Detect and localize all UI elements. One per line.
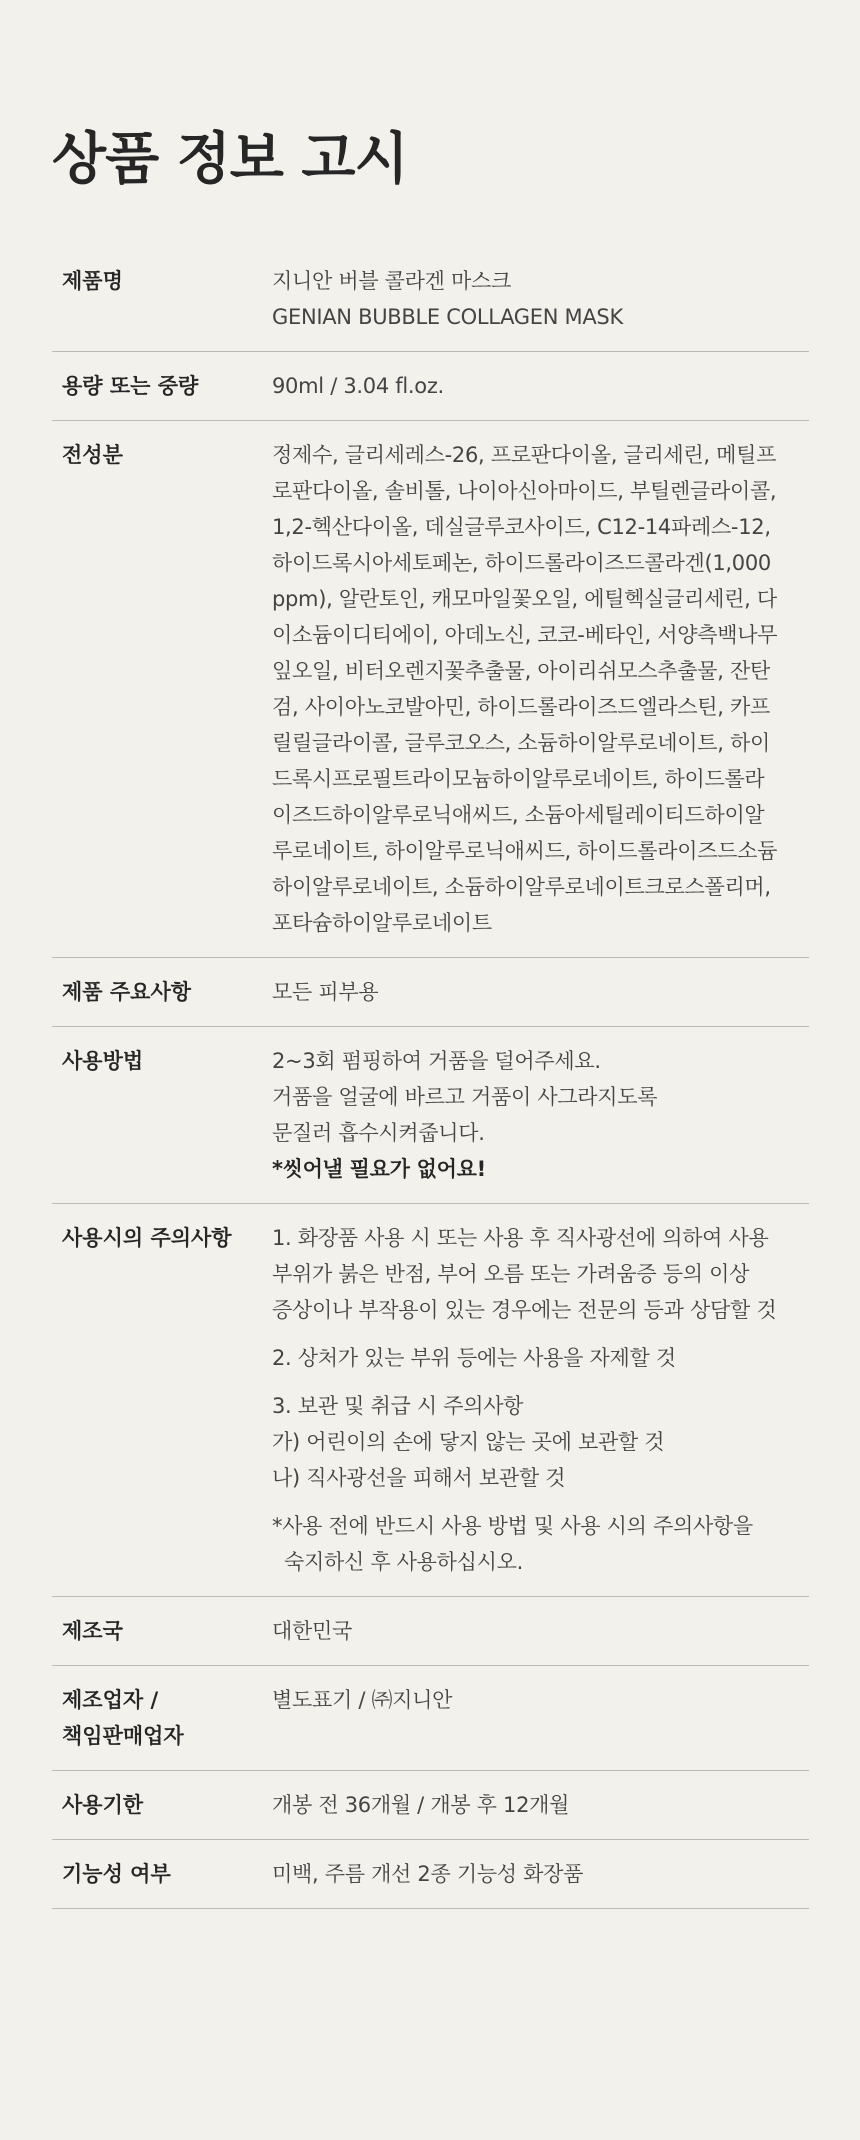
row-label: 사용시의 주의사항 [62, 1226, 232, 1250]
usage-note: *씻어낼 필요가 없어요! [272, 1157, 486, 1181]
usage-instructions [272, 1027, 809, 1204]
row-manufacturer [52, 1666, 809, 1771]
row-value [272, 247, 809, 352]
ingredient-line: 로판다이올, 솔비톨, 나이아신아마이드, 부틸렌글라이콜, [272, 479, 777, 503]
product-info-table [52, 247, 809, 1909]
caution-item-2 [272, 1340, 809, 1376]
label-line: 책임판매업자 [62, 1724, 184, 1748]
usage-line: 문질러 흡수시켜줍니다. [272, 1121, 485, 1145]
caution-line: *사용 전에 반드시 사용 방법 및 사용 시의 주의사항을 [272, 1514, 753, 1538]
row-value: 개봉 전 36개월 / 개봉 후 12개월 [272, 1793, 570, 1817]
ingredient-line: 1,2-헥산다이올, 데실글루코사이드, C12-14파레스-12, [272, 515, 771, 539]
row-value: 미백, 주름 개선 2종 기능성 화장품 [272, 1862, 584, 1886]
caution-line: 3. 보관 및 취급 시 주의사항 [272, 1394, 524, 1418]
product-name-korean: 지니안 버블 콜라겐 마스크 [272, 269, 511, 293]
row-expiry [52, 1771, 809, 1840]
row-label: 사용기한 [62, 1793, 144, 1817]
caution-line: 부위가 붉은 반점, 부어 오름 또는 가려움증 등의 이상 [272, 1262, 750, 1286]
row-label: 제조국 [62, 1619, 123, 1643]
caution-line: 1. 화장품 사용 시 또는 사용 후 직사광선에 의하여 사용 [272, 1226, 769, 1250]
ingredient-line: 하이드록시아세토페논, 하이드롤라이즈드콜라겐(1,000 [272, 551, 771, 575]
ingredient-line: 잎오일, 비터오렌지꽃추출물, 아이리쉬모스추출물, 잔탄 [272, 659, 770, 683]
row-product-name [52, 247, 809, 352]
row-value: 90ml / 3.04 fl.oz. [272, 374, 444, 398]
row-label: 기능성 여부 [62, 1862, 171, 1886]
row-value: 모든 피부용 [272, 980, 379, 1004]
row-label: 용량 또는 중량 [62, 374, 199, 398]
caution-line: 증상이나 부작용이 있는 경우에는 전문의 등과 상담할 것 [272, 1298, 777, 1322]
ingredient-line: 이즈드하이알루로닉애씨드, 소듐아세틸레이티드하이알 [272, 803, 765, 827]
ingredient-line: 루로네이트, 하이알루로닉애씨드, 하이드롤라이즈드소듐 [272, 839, 778, 863]
ingredient-line: 포타슘하이알루로네이트 [272, 911, 492, 935]
ingredient-line: ppm), 알란토인, 캐모마일꽃오일, 에틸헥실글리세린, 다 [272, 587, 777, 611]
row-value: 대한민국 [272, 1619, 352, 1643]
row-value: 별도표기 / ㈜지니안 [272, 1688, 453, 1712]
caution-text [272, 1204, 809, 1597]
row-label [52, 1666, 272, 1771]
caution-item-1 [272, 1220, 809, 1328]
caution-item-3 [272, 1388, 809, 1496]
caution-line: 가) 어린이의 손에 닿지 않는 곳에 보관할 것 [272, 1430, 665, 1454]
label-line: 제조업자 / [62, 1688, 159, 1712]
product-name-english: GENIAN BUBBLE COLLAGEN MASK [272, 305, 623, 329]
row-functional [52, 1840, 809, 1909]
row-ingredients [52, 421, 809, 958]
ingredient-line: 이소듐이디티에이, 아데노신, 코코-베타인, 서양측백나무 [272, 623, 778, 647]
row-usage [52, 1027, 809, 1204]
row-label: 전성분 [62, 443, 123, 467]
caution-line: 나) 직사광선을 피해서 보관할 것 [272, 1466, 566, 1490]
caution-footnote [272, 1508, 809, 1580]
caution-line: 2. 상처가 있는 부위 등에는 사용을 자제할 것 [272, 1346, 676, 1370]
ingredient-line: 정제수, 글리세레스-26, 프로판다이올, 글리세린, 메틸프 [272, 443, 777, 467]
row-label: 제품명 [62, 269, 123, 293]
ingredients-list [272, 421, 809, 958]
ingredient-line: 검, 사이아노코발아민, 하이드롤라이즈드엘라스틴, 카프 [272, 695, 770, 719]
usage-line: 거품을 얼굴에 바르고 거품이 사그라지도록 [272, 1085, 658, 1109]
row-volume [52, 352, 809, 421]
row-country [52, 1597, 809, 1666]
row-main-notes [52, 958, 809, 1027]
ingredient-line: 드록시프로필트라이모늄하이알루로네이트, 하이드롤라 [272, 767, 765, 791]
caution-line: 숙지하신 후 사용하십시오. [284, 1550, 523, 1574]
row-label: 사용방법 [62, 1049, 144, 1073]
ingredient-line: 하이알루로네이트, 소듐하이알루로네이트크로스폴리머, [272, 875, 771, 899]
page-title: 상품 정보 고시 [52, 127, 408, 192]
ingredient-line: 릴릴글라이콜, 글루코오스, 소듐하이알루로네이트, 하이 [272, 731, 770, 755]
usage-line: 2~3회 펌핑하여 거품을 덜어주세요. [272, 1049, 601, 1073]
row-caution [52, 1204, 809, 1597]
row-label: 제품 주요사항 [62, 980, 192, 1004]
